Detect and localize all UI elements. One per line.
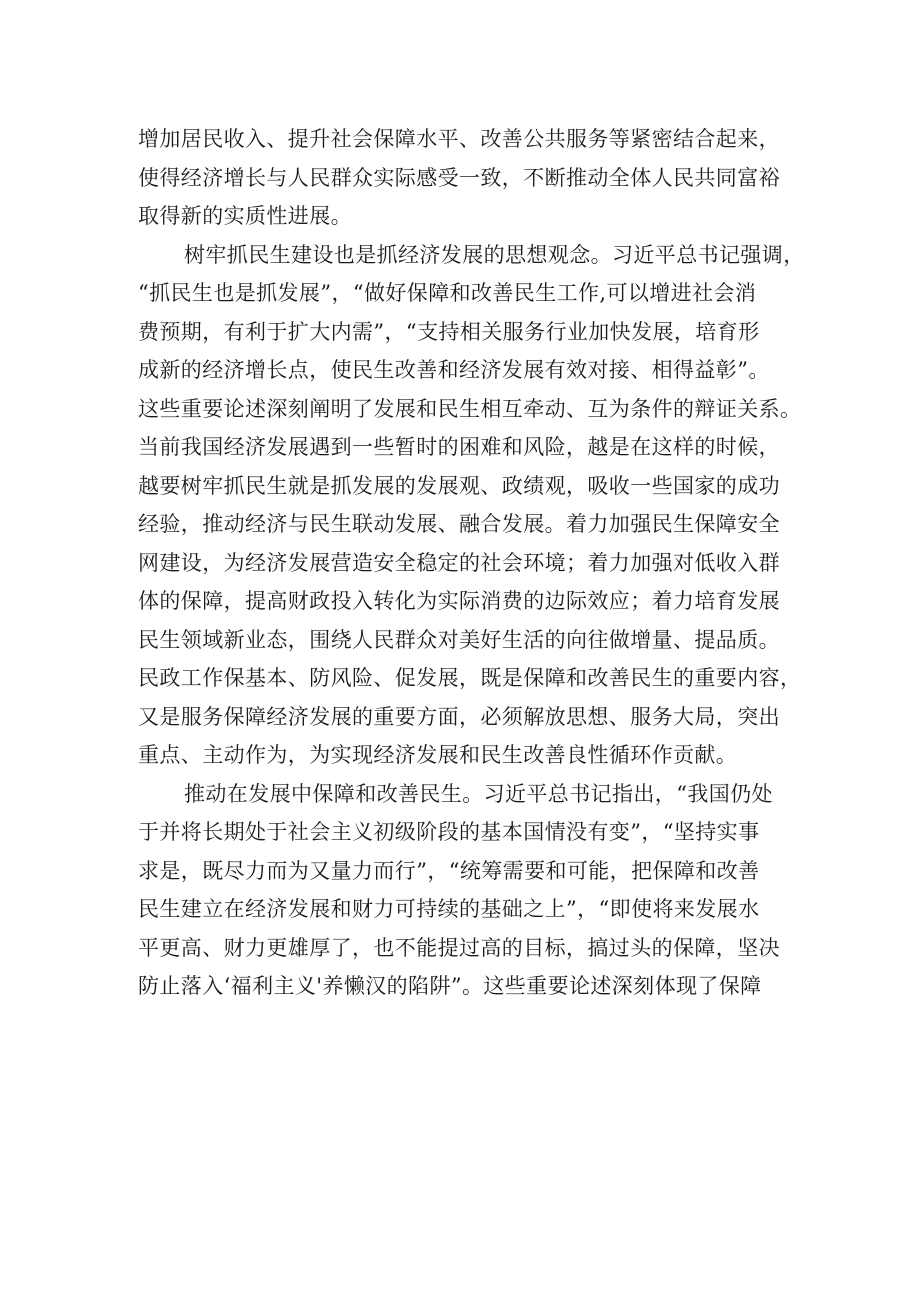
text-line: 网建设，为经济发展营造安全稳定的社会环境；着力加强对低收入群 [138,550,780,575]
text-line: 求是，既尽力而为又量力而行”，“统筹需要和可能，把保障和改善 [138,858,760,883]
text-line: 于并将长期处于社会主义初级阶段的基本国情没有变”，“坚持实事 [138,820,760,844]
text-line: “抓民生也是抓发展”，“做好保障和改善民生工作,可以增进社会消 [138,281,757,305]
text-line: 成新的经济增长点，使民生改善和经济发展有效对接、相得益彰”。 [138,358,770,382]
text-line: 增加居民收入、提升社会保障水平、改善公共服务等紧密结合起来， [138,127,780,151]
text-line: 民生建立在经济发展和财力可持续的基础之上”，“即使将来发展水 [138,897,760,921]
paragraph-guarantee-improvement [138,775,804,1006]
text-line: 防止落入‘福利主义'养懒汉的陷阱”。这些重要论述深刻体现了保障 [138,974,762,998]
text-line: 费预期，有利于扩大内需”，“支持相关服务行业加快发展，培育形 [138,319,760,344]
text-line: 取得新的实质性进展。 [138,204,352,228]
body-text [138,120,804,1006]
text-line: 越要树牢抓民生就是抓发展的发展观、政绩观，吸收一些国家的成功 [138,473,780,498]
text-line: 这些重要论述深刻阐明了发展和民生相互牵动、互为条件的辩证关系。 [138,396,802,421]
text-line: 又是服务保障经济发展的重要方面，必须解放思想、服务大局，突出 [138,704,780,729]
text-line: 使得经济增长与人民群众实际感受一致，不断推动全体人民共同富裕 [138,165,780,190]
text-line: 经验，推动经济与民生联动发展、融合发展。着力加强民生保障安全 [138,512,780,536]
text-line: 体的保障，提高财政投入转化为实际消费的边际效应；着力培育发展 [138,589,780,613]
text-line: 民生领域新业态，围绕人民群众对美好生活的向往做增量、提品质。 [138,627,780,652]
text-line: 推动在发展中保障和改善民生。习近平总书记指出，“我国仍处 [184,781,773,806]
text-line: 当前我国经济发展遇到一些暂时的困难和风险，越是在这样的时候， [138,435,780,459]
text-line: 民政工作保基本、防风险、促发展，既是保障和改善民生的重要内容， [138,666,802,690]
paragraph-continuation [138,120,804,236]
paragraph-livelihood-development [138,236,804,775]
text-line: 树牢抓民生建设也是抓经济发展的思想观念。习近平总书记强调， [184,242,805,267]
text-line: 平更高、财力更雄厚了，也不能提过高的目标，搞过头的保障，坚决 [138,935,780,960]
text-line: 重点、主动作为，为实现经济发展和民生改善良性循环作贡献。 [138,743,738,767]
